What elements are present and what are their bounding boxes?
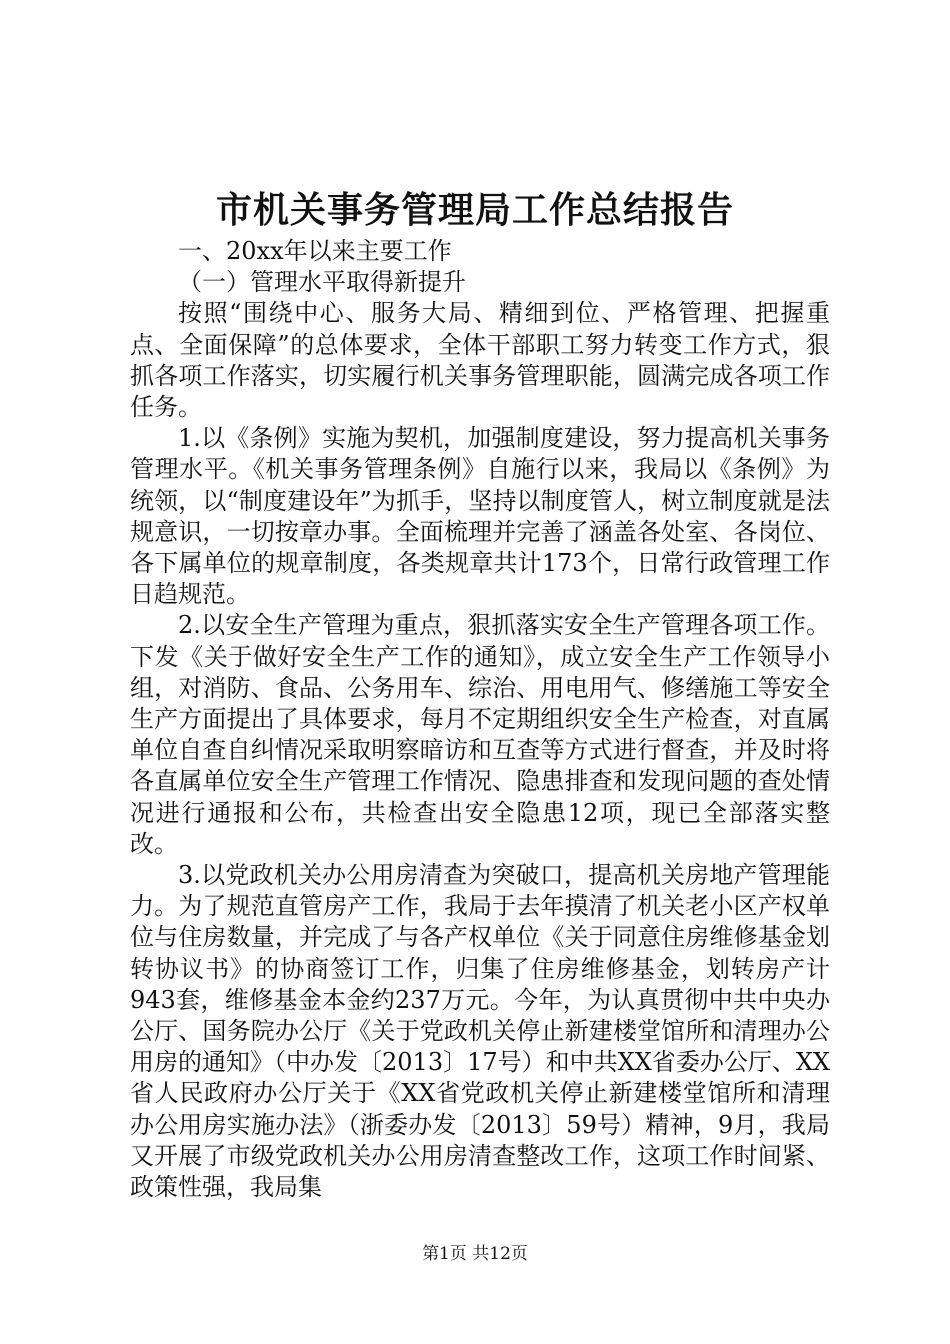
- page-footer: 第1页 共12页: [422, 1244, 528, 1264]
- document-body: [130, 236, 830, 1203]
- document-title: 市机关事务管理局工作总结报告: [215, 189, 734, 231]
- body-paragraph: 2.以安全生产管理为重点，狠抓落实安全生产管理各项工作。下发《关于做好安全生产工作的通知》，成立安全生产工作领导小组，对消防、食品、公务用车、综治、用电用气、修缮施工等安全生产方面提出了具体要求，每月不定期组织安全生产检查，对直属单位自查自纠情况采取明察暗访和互查等方式进行督查，并及时将各直属单位安全生产管理工作情况、隐患排查和发现问题的查处情况进行通报和公布，共检查出安全隐患12项，现已全部落实整改。: [130, 611, 830, 858]
- section-heading: 一、20xx年以来主要工作: [178, 237, 452, 265]
- subsection-heading: （一）管理水平取得新提升: [178, 268, 466, 297]
- body-paragraph: 3.以党政机关办公用房清查为突破口，提高机关房地产管理能力。为了规范直管房产工作，我局于去年摸清了机关老小区产权单位与住房数量，并完成了与各产权单位《关于同意住房维修基金划转协议书》的协商签订工作，归集了住房维修基金，划转房产计943套，维修基金本金约237万元。今年，为认真贯彻中共中央办公厅、国务院办公厅《关于党政机关停止新建楼堂馆所和清理办公用房的通知》（中办发〔2013〕17号）和中共XX省委办公厅、XX省人民政府办公厅关于《XX省党政机关停止新建楼堂馆所和清理办公用房实施办法》（浙委办发〔2013〕59号）精神，9月，我局又开展了市级党政机关办公用房清查整改工作，这项工作时间紧、政策性强，我局集: [130, 861, 830, 1202]
- body-paragraph: 1.以《条例》实施为契机，加强制度建设，努力提高机关事务管理水平。《机关事务管理条例》自施行以来，我局以《条例》为统领，以“制度建设年”为抓手，坚持以制度管人，树立制度就是法规意识，一切按章办事。全面梳理并完善了涵盖各处室、各岗位、各下属单位的规章制度，各类规章共计173个，日常行政管理工作日趋规范。: [130, 424, 830, 609]
- body-paragraph: 按照“围绕中心、服务大局、精细到位、严格管理、把握重点、全面保障”的总体要求，全体干部职工努力转变工作方式，狠抓各项工作落实，切实履行机关事务管理职能，圆满完成各项工作任务。: [130, 299, 830, 422]
